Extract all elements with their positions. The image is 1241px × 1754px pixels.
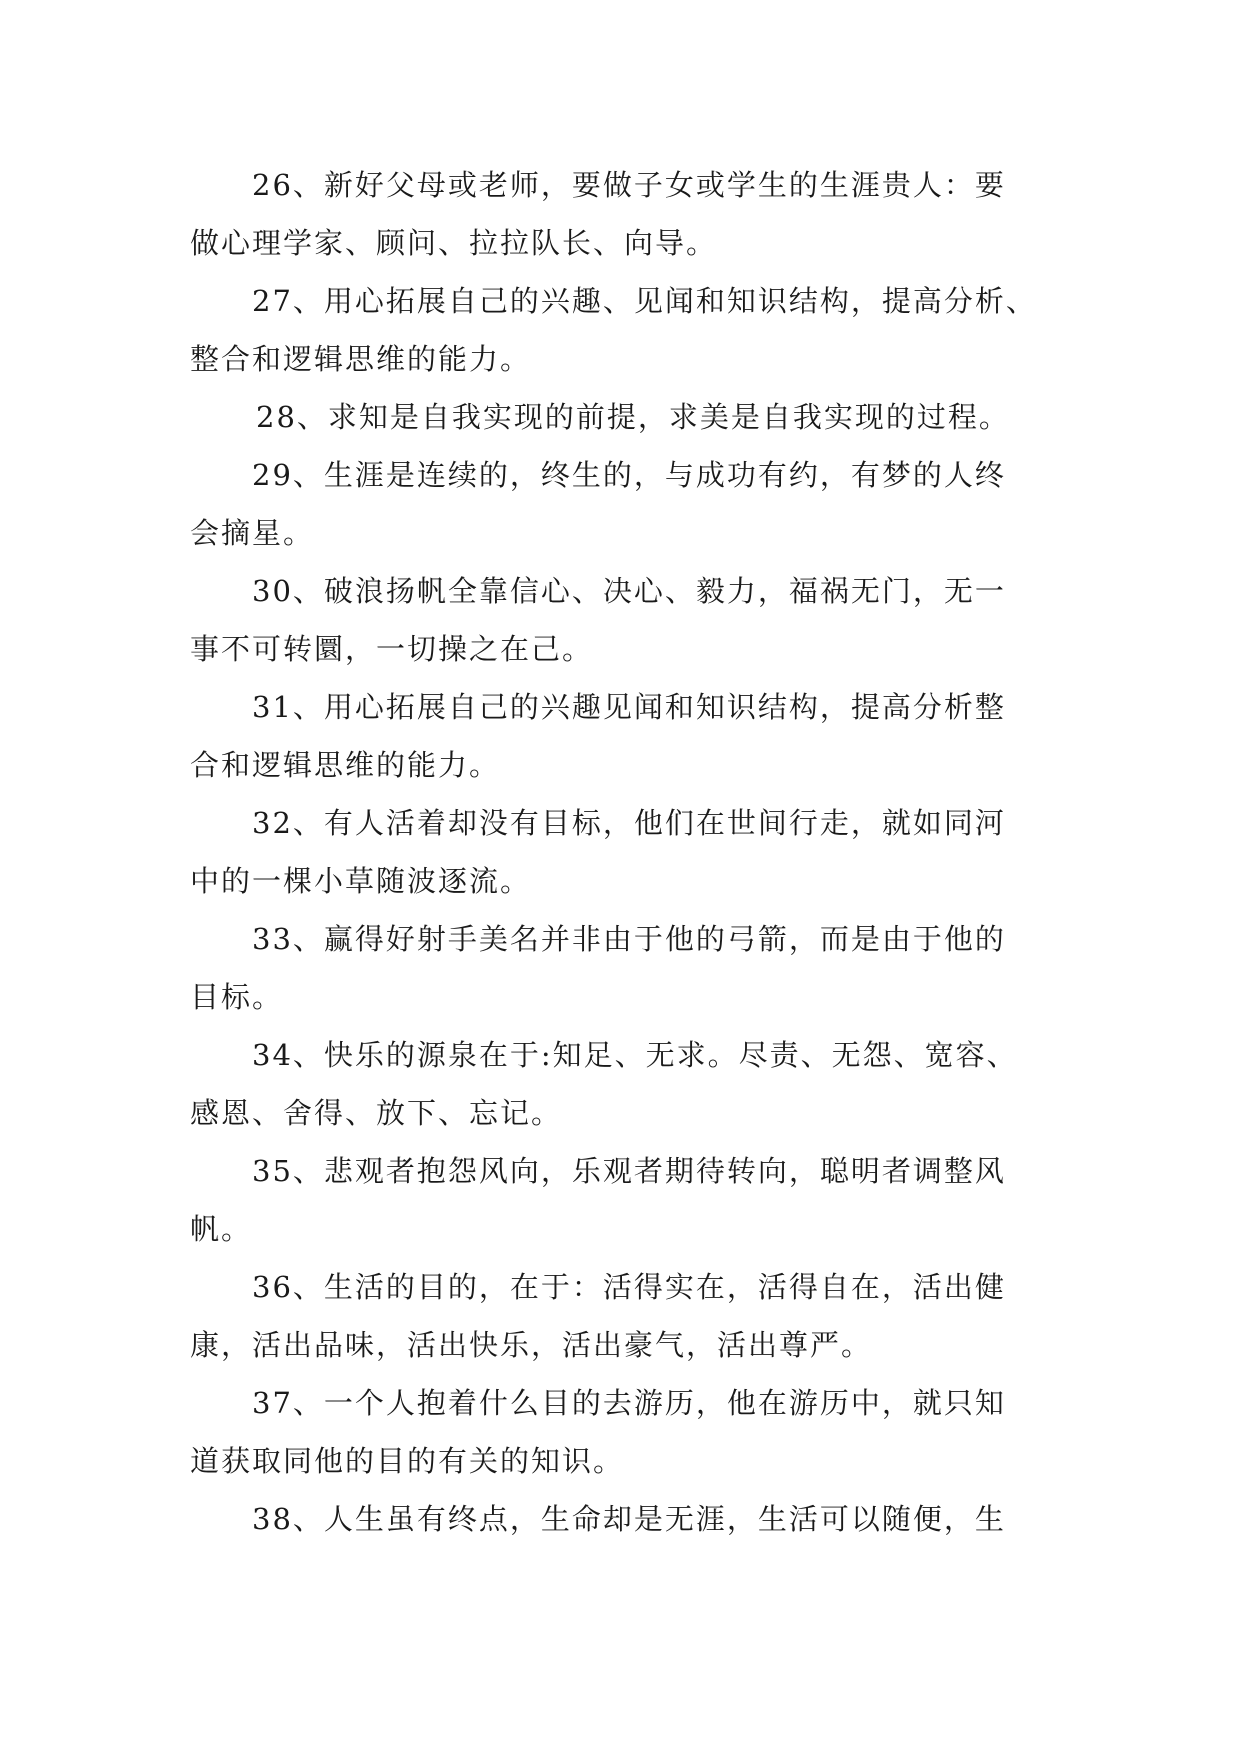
text-line-35a: 35、悲观者抱怨风向，乐观者期待转向，聪明者调整风 bbox=[252, 1154, 1006, 1188]
text-line-29b: 会摘星。 bbox=[190, 516, 315, 550]
text-line-38a: 38、人生虽有终点，生命却是无涯，生活可以随便，生 bbox=[252, 1502, 1006, 1536]
text-line-29a: 29、生涯是连续的，终生的，与成功有约，有梦的人终 bbox=[252, 458, 1006, 492]
text-line-31b: 合和逻辑思维的能力。 bbox=[190, 748, 501, 782]
text-line-34a: 34、快乐的源泉在于:知足、无求。尽责、无怨、宽容、 bbox=[252, 1038, 1018, 1072]
text-line-35b: 帆。 bbox=[190, 1212, 253, 1246]
text-line-37b: 道获取同他的目的有关的知识。 bbox=[190, 1444, 625, 1478]
text-line-36b: 康，活出品味，活出快乐，活出豪气，活出尊严。 bbox=[190, 1328, 873, 1362]
text-line-32b: 中的一棵小草随波逐流。 bbox=[190, 864, 532, 898]
text-line-31a: 31、用心拓展自己的兴趣见闻和知识结构，提高分析整 bbox=[252, 690, 1006, 724]
text-line-30b: 事不可转圜，一切操之在己。 bbox=[190, 632, 594, 666]
text-line-34b: 感恩、舍得、放下、忘记。 bbox=[190, 1096, 563, 1130]
text-line-36a: 36、生活的目的，在于：活得实在，活得自在，活出健 bbox=[252, 1270, 1006, 1304]
text-line-32a: 32、有人活着却没有目标，他们在世间行走，就如同河 bbox=[252, 806, 1006, 840]
text-line-26a: 26、新好父母或老师，要做子女或学生的生涯贵人：要 bbox=[252, 168, 1006, 202]
text-line-37a: 37、一个人抱着什么目的去游历，他在游历中，就只知 bbox=[252, 1386, 1006, 1420]
text-line-26b: 做心理学家、顾问、拉拉队长、向导。 bbox=[190, 226, 718, 260]
text-line-27b: 整合和逻辑思维的能力。 bbox=[190, 342, 532, 376]
text-line-28: 28、求知是自我实现的前提，求美是自我实现的过程。 bbox=[256, 400, 1010, 434]
text-line-33b: 目标。 bbox=[190, 980, 284, 1014]
text-line-27a: 27、用心拓展自己的兴趣、见闻和知识结构，提高分析、 bbox=[252, 284, 1037, 318]
text-line-33a: 33、赢得好射手美名并非由于他的弓箭，而是由于他的 bbox=[252, 922, 1006, 956]
text-line-30a: 30、破浪扬帆全靠信心、决心、毅力，福祸无门，无一 bbox=[252, 574, 1006, 608]
